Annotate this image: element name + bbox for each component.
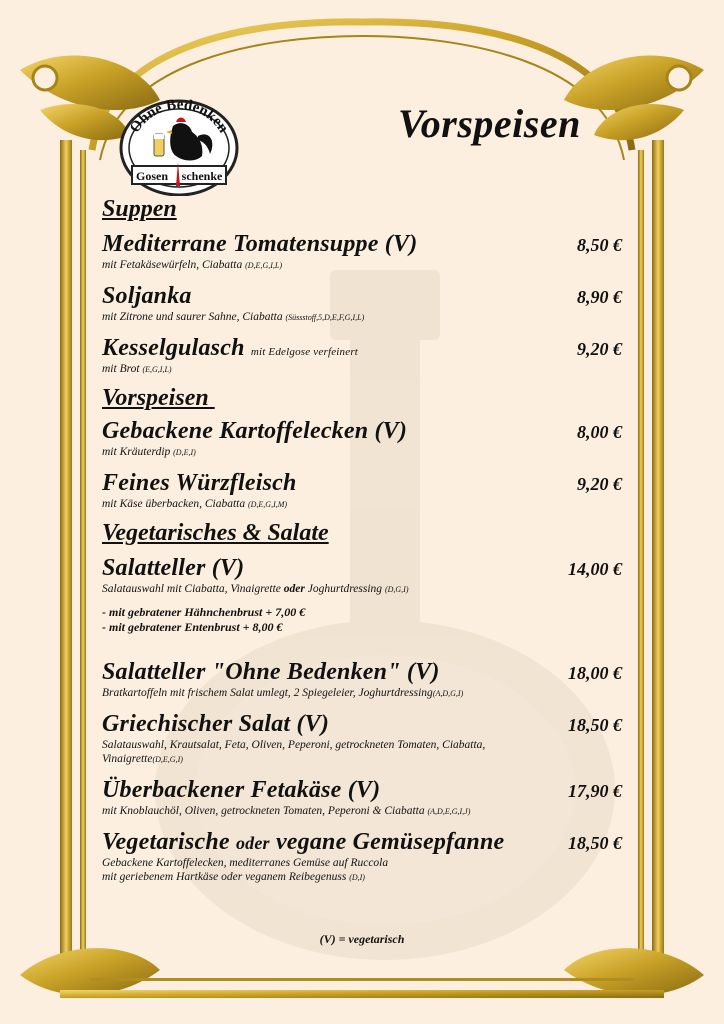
item-description: Salatauswahl, Krautsalat, Feta, Oliven, Peperoni, getrockneten Tomaten, Ciabatta, Vinaigrette(D,E,G,I) <box>102 739 486 765</box>
page-title: Vorspeisen <box>398 101 581 146</box>
item-name: Vegetarische oder vegane Gemüsepfanne <box>102 829 505 855</box>
menu-item <box>102 829 622 885</box>
item-price: 18,50 € <box>568 833 622 853</box>
item-allergens: (D,G,I) <box>384 585 409 594</box>
item-description: mit Fetakäsewürfeln, Ciabatta (D,E,G,I,L) <box>102 259 282 271</box>
item-name: Mediterrane Tomatensuppe (V) <box>102 231 418 257</box>
item-name: Kesselgulasch mit Edelgose verfeinert <box>102 335 359 361</box>
menu-content <box>102 196 622 885</box>
item-price: 18,50 € <box>568 715 622 735</box>
item-allergens: (D,E,I) <box>173 448 196 457</box>
item-price: 17,90 € <box>568 781 622 801</box>
menu-item <box>102 711 622 767</box>
item-description: mit Brot (E,G,I,L) <box>102 363 172 375</box>
item-description: mit Kräuterdip (D,E,I) <box>102 446 196 458</box>
item-description: Salatauswahl mit Ciabatta, Vinaigrette oder Joghurtdressing (D,G,I) <box>102 583 409 595</box>
item-allergens: (D,E,G,I,M) <box>247 500 288 509</box>
item-name: Gebackene Kartoffelecken (V) <box>102 418 408 444</box>
gosenschenke-logo <box>118 96 240 196</box>
logo-bottom-left: Gosen <box>135 169 169 183</box>
logo-bottom-right: schenke <box>181 169 223 183</box>
item-name: Überbackener Fetakäse (V) <box>102 777 381 803</box>
item-inline-note: mit Edelgose verfeinert <box>250 346 359 358</box>
menu-item <box>102 777 622 819</box>
item-allergens: (D,E,G,I) <box>152 755 183 764</box>
item-price: 9,20 € <box>577 339 622 359</box>
vegetarian-footnote: (V) = vegetarisch <box>319 932 405 946</box>
logo-top-text: Ohne Bedenken <box>126 96 232 136</box>
item-price: 8,50 € <box>577 235 622 255</box>
item-allergens: (D,E,G,I,L) <box>245 261 282 270</box>
item-allergens: (A,D,G,I) <box>432 689 464 698</box>
item-price: 8,00 € <box>577 422 622 442</box>
item-description: mit Knoblauchöl, Oliven, getrockneten Tomaten, Peperoni & Ciabatta (A,D,E,G,I,J) <box>102 805 471 817</box>
item-description: Gebackene Kartoffelecken, mediterranes Gemüse auf Ruccola mit geriebenem Hartkäse oder veganem Reibegenuss (D,I) <box>102 857 389 883</box>
item-description: mit Käse überbacken, Ciabatta (D,E,G,I,M) <box>102 498 288 510</box>
item-name: Griechischer Salat (V) <box>102 711 330 737</box>
item-price: 14,00 € <box>568 559 622 579</box>
item-name: Soljanka <box>102 283 192 309</box>
menu-item <box>102 470 622 512</box>
item-description: mit Zitrone und saurer Sahne, Ciabatta (Süssstoff,5,D,E,F,G,I,L) <box>102 311 365 323</box>
item-price: 8,90 € <box>577 287 622 307</box>
section-title-vorspeisen: Vorspeisen <box>102 385 215 411</box>
menu-item <box>102 418 622 460</box>
section-title-vegetarisches: Vegetarisches & Salate <box>102 520 329 546</box>
extra-option: - mit gebratener Entenbrust + 8,00 € <box>102 620 283 634</box>
item-name: Salatteller (V) <box>102 555 245 581</box>
item-allergens: (D,I) <box>349 873 365 882</box>
item-allergens: (A,D,E,G,I,J) <box>427 807 471 816</box>
item-name: Salatteller "Ohne Bedenken" (V) <box>102 659 440 685</box>
menu-item <box>102 283 622 325</box>
menu-item <box>102 231 622 273</box>
menu-item <box>102 555 622 635</box>
item-description: Bratkartoffeln mit frischem Salat umlegt, 2 Spiegeleier, Joghurtdressing(A,D,G,I) <box>102 687 464 699</box>
item-extras <box>102 605 622 635</box>
item-allergens: (Süssstoff,5,D,E,F,G,I,L) <box>285 313 365 322</box>
item-price: 18,00 € <box>568 663 622 683</box>
menu-item <box>102 659 622 701</box>
item-name: Feines Würzfleisch <box>102 470 297 496</box>
menu-item <box>102 335 622 377</box>
item-price: 9,20 € <box>577 474 622 494</box>
section-title-suppen: Suppen <box>102 196 177 222</box>
item-allergens: (E,G,I,L) <box>142 365 172 374</box>
extra-option: - mit gebratener Hähnchenbrust + 7,00 € <box>102 605 306 619</box>
